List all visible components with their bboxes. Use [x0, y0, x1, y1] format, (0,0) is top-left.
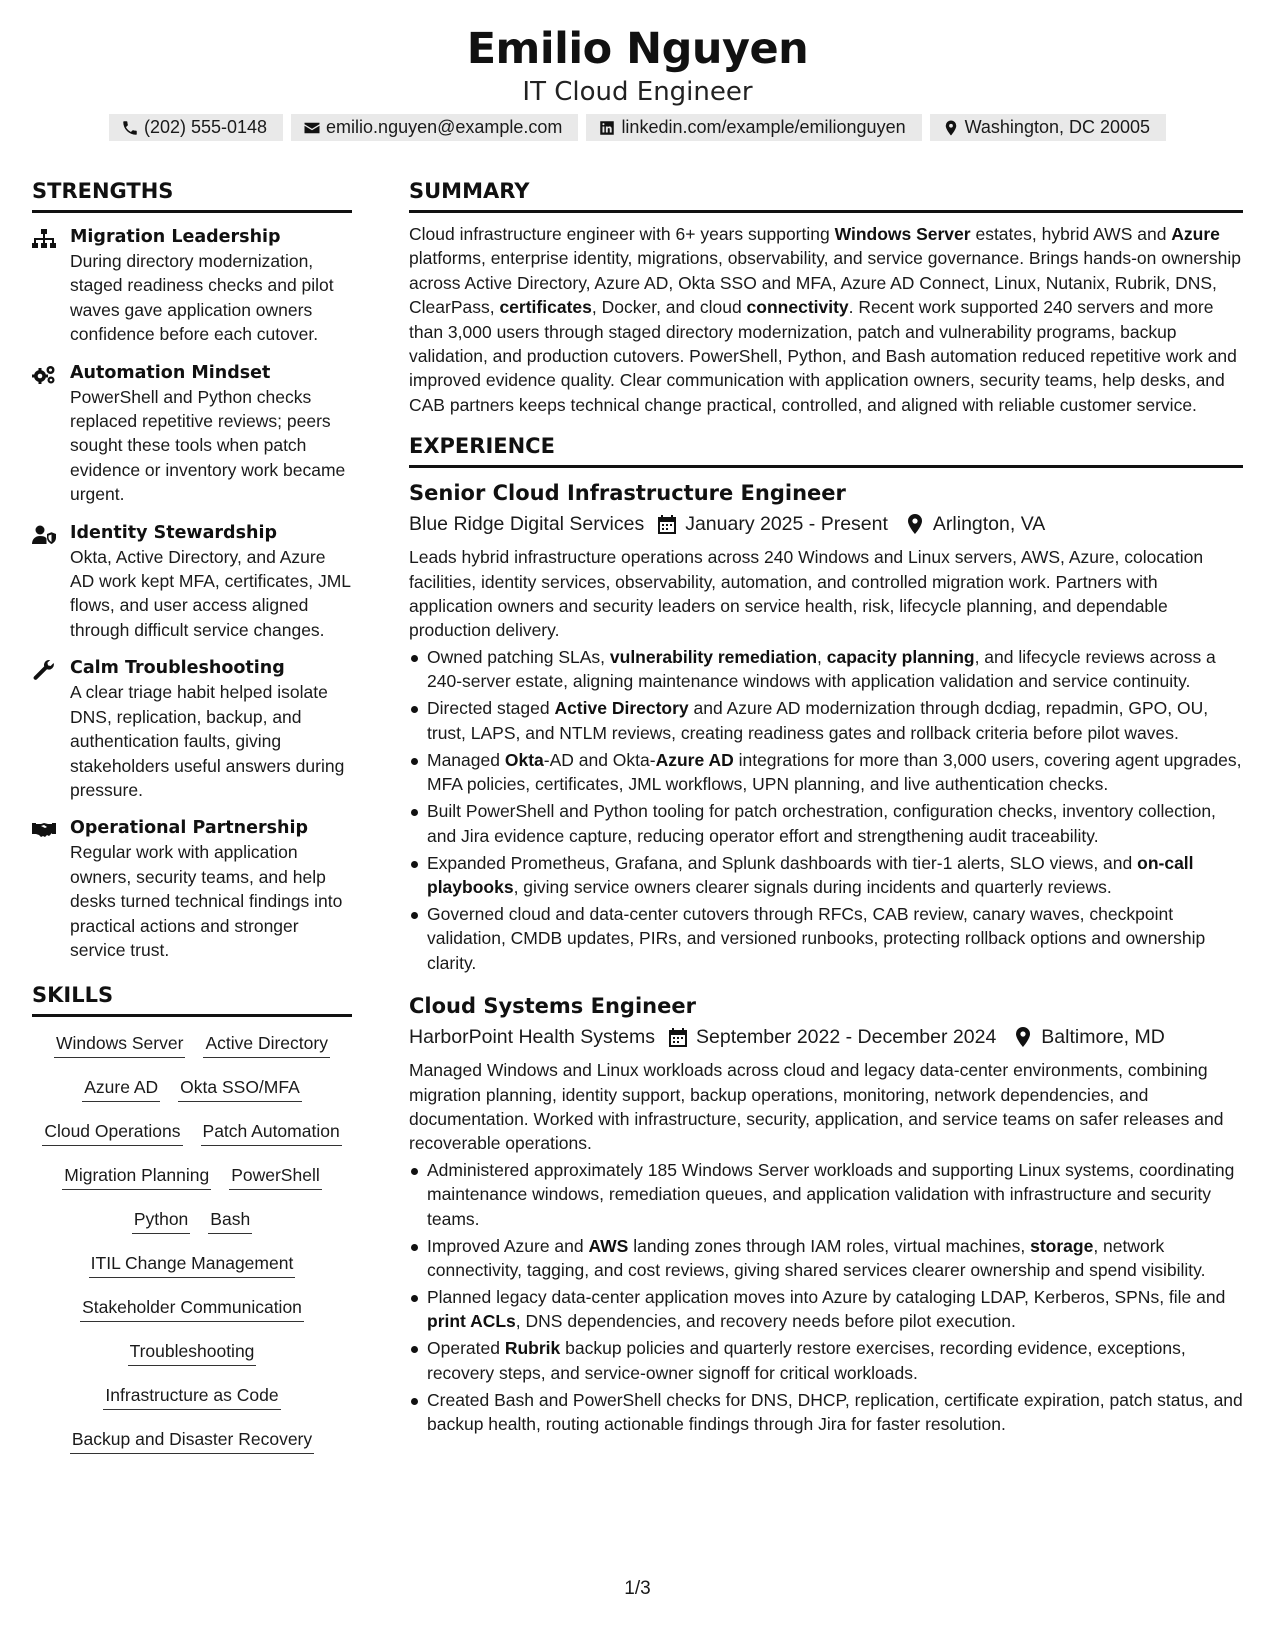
job-bullet — [409, 799, 1243, 848]
bold-term: Azure AD — [655, 749, 734, 770]
bold-term: AWS — [588, 1235, 629, 1256]
contact-location-text: Washington, DC 20005 — [964, 117, 1151, 137]
text-run: Cloud infrastructure engineer with 6+ years supporting — [409, 224, 835, 244]
contact-bar — [0, 114, 1275, 141]
bold-term: print ACLs — [427, 1311, 516, 1332]
text-run: , Docker, and cloud — [591, 297, 747, 318]
left-column — [32, 178, 352, 1454]
job-entry — [409, 992, 1243, 1436]
skill-tag: Infrastructure as Code — [103, 1383, 280, 1410]
bold-term: Active Directory — [554, 698, 689, 719]
strength-item — [32, 225, 352, 347]
candidate-title: IT Cloud Engineer — [522, 77, 753, 107]
job-dates: September 2022 - December 2024 — [696, 1026, 997, 1049]
job-entry — [409, 479, 1243, 975]
bold-term: Windows Server — [834, 224, 971, 244]
job-company: Blue Ridge Digital Services — [409, 513, 645, 536]
right-column — [409, 178, 1243, 1439]
job-bullet — [409, 851, 1243, 900]
phone-icon — [121, 119, 139, 137]
job-meta — [409, 1022, 1243, 1052]
job-title: Senior Cloud Infrastructure Engineer — [409, 481, 846, 506]
text-run: and Azure AD modernization through dcdiag, repadmin, GPO, OU, trust, LAPS, and NTLM reviews, creating readiness gates and rollback criteria before pilot waves. — [427, 698, 1209, 743]
bold-term: capacity planning — [826, 646, 975, 667]
bold-term: storage — [1030, 1235, 1094, 1256]
job-bullet — [409, 1388, 1243, 1437]
summary-heading: SUMMARY — [409, 178, 1243, 213]
strength-title: Calm Troubleshooting — [70, 658, 285, 679]
linkedin-icon — [598, 119, 616, 137]
text-run: , network connectivity, tagging, and cost reviews, giving shared services clearer ownership and spend visibility. — [427, 1235, 1206, 1280]
skill-tag: Azure AD — [82, 1075, 160, 1102]
skill-tag: Active Directory — [203, 1031, 330, 1058]
skill-tag: Python — [132, 1207, 190, 1234]
skill-tag: Bash — [208, 1207, 252, 1234]
calendar-icon — [669, 1027, 687, 1047]
job-bullet — [409, 696, 1243, 745]
text-run: Created Bash and PowerShell checks for DNS, DHCP, replication, certificate expiration, patch status, and backup health, routing actionable findings through Jira for faster resolution. — [427, 1389, 1243, 1435]
text-run: Planned legacy data-center application moves into Azure by cataloging LDAP, Kerberos, SPNs, file and — [427, 1286, 1226, 1307]
text-run: Operated — [427, 1338, 505, 1359]
contact-linkedin-text: linkedin.com/example/emilionguyen — [621, 117, 906, 137]
strength-item — [32, 656, 352, 802]
text-run: landing zones through IAM roles, virtual machines, — [628, 1235, 1031, 1256]
user-shield-icon — [32, 525, 56, 545]
job-meta — [409, 509, 1243, 539]
strength-desc: Regular work with application owners, security teams, and help desks turned technical findings into practical actions and stronger service trust. — [70, 842, 343, 960]
bold-term: Okta — [504, 749, 544, 770]
job-bullet — [409, 902, 1243, 975]
text-run: Directed staged — [427, 698, 555, 719]
strength-desc: During directory modernization, staged readiness checks and pilot waves gave application owners confidence before each cutover. — [70, 251, 334, 345]
contact-email-text: emilio.nguyen@example.com — [326, 117, 563, 137]
bold-term: Azure — [1171, 224, 1220, 244]
text-run: . Recent work supported 240 servers and more than 3,000 users through staged directory modernization, patch and vulnerability programs, backup validation, and production cutovers. PowerShell, Python, and Bash automation reduced repetitive work and improved evidence quality. Clear communication with application owners, security teams, help desks, and CAB partners keeps technical change practical, controlled, and aligned with reliable customer service. — [409, 297, 1237, 415]
contact-email[interactable] — [291, 114, 578, 141]
strength-title: Automation Mindset — [70, 362, 271, 383]
job-location: Arlington, VA — [932, 513, 1046, 536]
skills-list — [32, 1031, 352, 1454]
bold-term: Rubrik — [504, 1338, 561, 1359]
skills-heading: SKILLS — [32, 982, 352, 1017]
skill-tag: Windows Server — [54, 1031, 185, 1058]
summary-text — [409, 222, 1243, 417]
contact-location — [930, 114, 1166, 141]
strength-item — [32, 521, 352, 643]
gears-icon — [32, 365, 56, 385]
text-run: Expanded Prometheus, Grafana, and Splunk dashboards with tier-1 alerts, SLO views, and — [427, 852, 1138, 873]
text-run: platforms, enterprise identity, migrations, observability, and service governance. Brings hands-on ownership across Active Directory, Azure AD, Okta SSO and MFA, Azure AD Connect, Linux, Nutanix, Rubrik, DNS, ClearPass, — [409, 248, 1241, 318]
skill-tag: Troubleshooting — [128, 1339, 257, 1366]
skill-tag: Okta SSO/MFA — [178, 1075, 302, 1102]
text-run: , DNS dependencies, and recovery needs before pilot execution. — [515, 1311, 1016, 1332]
text-run: Improved Azure and — [427, 1235, 589, 1256]
handshake-icon — [32, 820, 56, 840]
job-bullet — [409, 1158, 1243, 1231]
job-description: Managed Windows and Linux workloads across cloud and legacy data-center environments, combining migration planning, identity support, backup operations, monitoring, network dependencies, and documentation. Worked with infrastructure, security, application, and service teams on safer releases and recoverable operations. — [409, 1060, 1224, 1154]
strength-desc: PowerShell and Python checks replaced repetitive reviews; peers sought these tools when patch evidence or inventory work became urgent. — [70, 386, 346, 505]
strength-title: Operational Partnership — [70, 818, 308, 839]
job-bullets — [409, 645, 1243, 975]
job-bullet — [409, 1336, 1243, 1385]
map-pin-icon — [906, 514, 924, 534]
skill-tag: Stakeholder Communication — [80, 1295, 304, 1322]
map-pin-icon — [942, 119, 960, 137]
text-run: Administered approximately 185 Windows Server workloads and supporting Linux systems, coordinating maintenance windows, remediation queues, and application validation with infrastructure and security teams. — [427, 1159, 1235, 1229]
job-description: Leads hybrid infrastructure operations across 240 Windows and Linux servers, AWS, Azure, colocation facilities, identity services, observability, automation, and controlled migration work. Partners with application owners and security leaders on service health, risk, lifecycle planning, and dependable production delivery. — [409, 547, 1204, 641]
skill-tag: Patch Automation — [201, 1119, 342, 1146]
contact-phone-text: (202) 555-0148 — [143, 117, 268, 137]
text-run: backup policies and quarterly restore exercises, recording evidence, exceptions, recovery steps, and service-owner signoff for critical workloads. — [427, 1338, 1186, 1383]
bold-term: certificates — [499, 297, 592, 318]
text-run: -AD and Okta- — [543, 749, 656, 770]
job-title: Cloud Systems Engineer — [409, 994, 696, 1019]
skill-tag: Cloud Operations — [42, 1119, 182, 1146]
envelope-icon — [303, 119, 321, 137]
job-bullet — [409, 1285, 1243, 1334]
sitemap-icon — [32, 229, 56, 249]
job-bullets — [409, 1158, 1243, 1437]
strength-item — [32, 361, 352, 507]
bold-term: vulnerability remediation — [609, 646, 818, 667]
text-run: , giving service owners clearer signals during incidents and quarterly reviews. — [513, 876, 1112, 897]
calendar-icon — [658, 514, 676, 534]
strength-item — [32, 816, 352, 962]
bold-term: on-call playbooks — [427, 852, 1194, 897]
text-run: Built PowerShell and Python tooling for patch orchestration, configuration checks, inventory collection, and Jira evidence capture, reducing operator effort and strengthening audit traceability. — [427, 801, 1216, 846]
job-location: Baltimore, MD — [1041, 1026, 1165, 1049]
skill-tag: ITIL Change Management — [89, 1251, 296, 1278]
skill-tag: Migration Planning — [62, 1163, 211, 1190]
candidate-name: Emilio Nguyen — [466, 24, 809, 74]
text-run: estates, hybrid AWS and — [970, 224, 1172, 244]
job-bullet — [409, 645, 1243, 694]
resume-header — [0, 22, 1275, 108]
contact-linkedin[interactable] — [586, 114, 921, 141]
job-bullet — [409, 748, 1243, 797]
job-bullet — [409, 1234, 1243, 1283]
text-run: , — [817, 646, 827, 667]
strengths-list — [32, 225, 352, 962]
bold-term: connectivity — [746, 297, 849, 318]
text-run: Managed — [427, 749, 505, 770]
skill-tag: PowerShell — [229, 1163, 322, 1190]
skill-tag: Backup and Disaster Recovery — [70, 1427, 314, 1454]
strength-title: Identity Stewardship — [70, 522, 277, 543]
page-number: 1/3 — [624, 1578, 651, 1599]
text-run: Owned patching SLAs, — [427, 646, 610, 667]
experience-heading: EXPERIENCE — [409, 433, 1243, 468]
contact-phone[interactable] — [109, 114, 283, 141]
text-run: integrations for more than 3,000 users, covering agent upgrades, MFA policies, certificates, JML workflows, UPN planning, and live authentication checks. — [427, 749, 1242, 795]
job-dates: January 2025 - Present — [685, 513, 888, 536]
text-run: , and lifecycle reviews across a 240-server estate, aligning maintenance windows with application validation and service continuity. — [427, 646, 1216, 692]
text-run: Governed cloud and data-center cutovers through RFCs, CAB review, canary waves, checkpoint validation, CMDB updates, PIRs, and versioned runbooks, protecting rollback options and ownership clarity. — [427, 903, 1206, 973]
strengths-heading: STRENGTHS — [32, 178, 352, 213]
strength-title: Migration Leadership — [70, 227, 281, 247]
job-company: HarborPoint Health Systems — [409, 1026, 656, 1049]
strength-desc: Okta, Active Directory, and Azure AD work kept MFA, certificates, JML flows, and user access aligned through difficult service changes. — [70, 546, 351, 640]
wrench-icon — [32, 660, 56, 680]
map-pin-icon — [1014, 1027, 1032, 1047]
strength-desc: A clear triage habit helped isolate DNS, replication, backup, and authentication faults, giving stakeholders useful answers during pressure. — [70, 682, 345, 800]
